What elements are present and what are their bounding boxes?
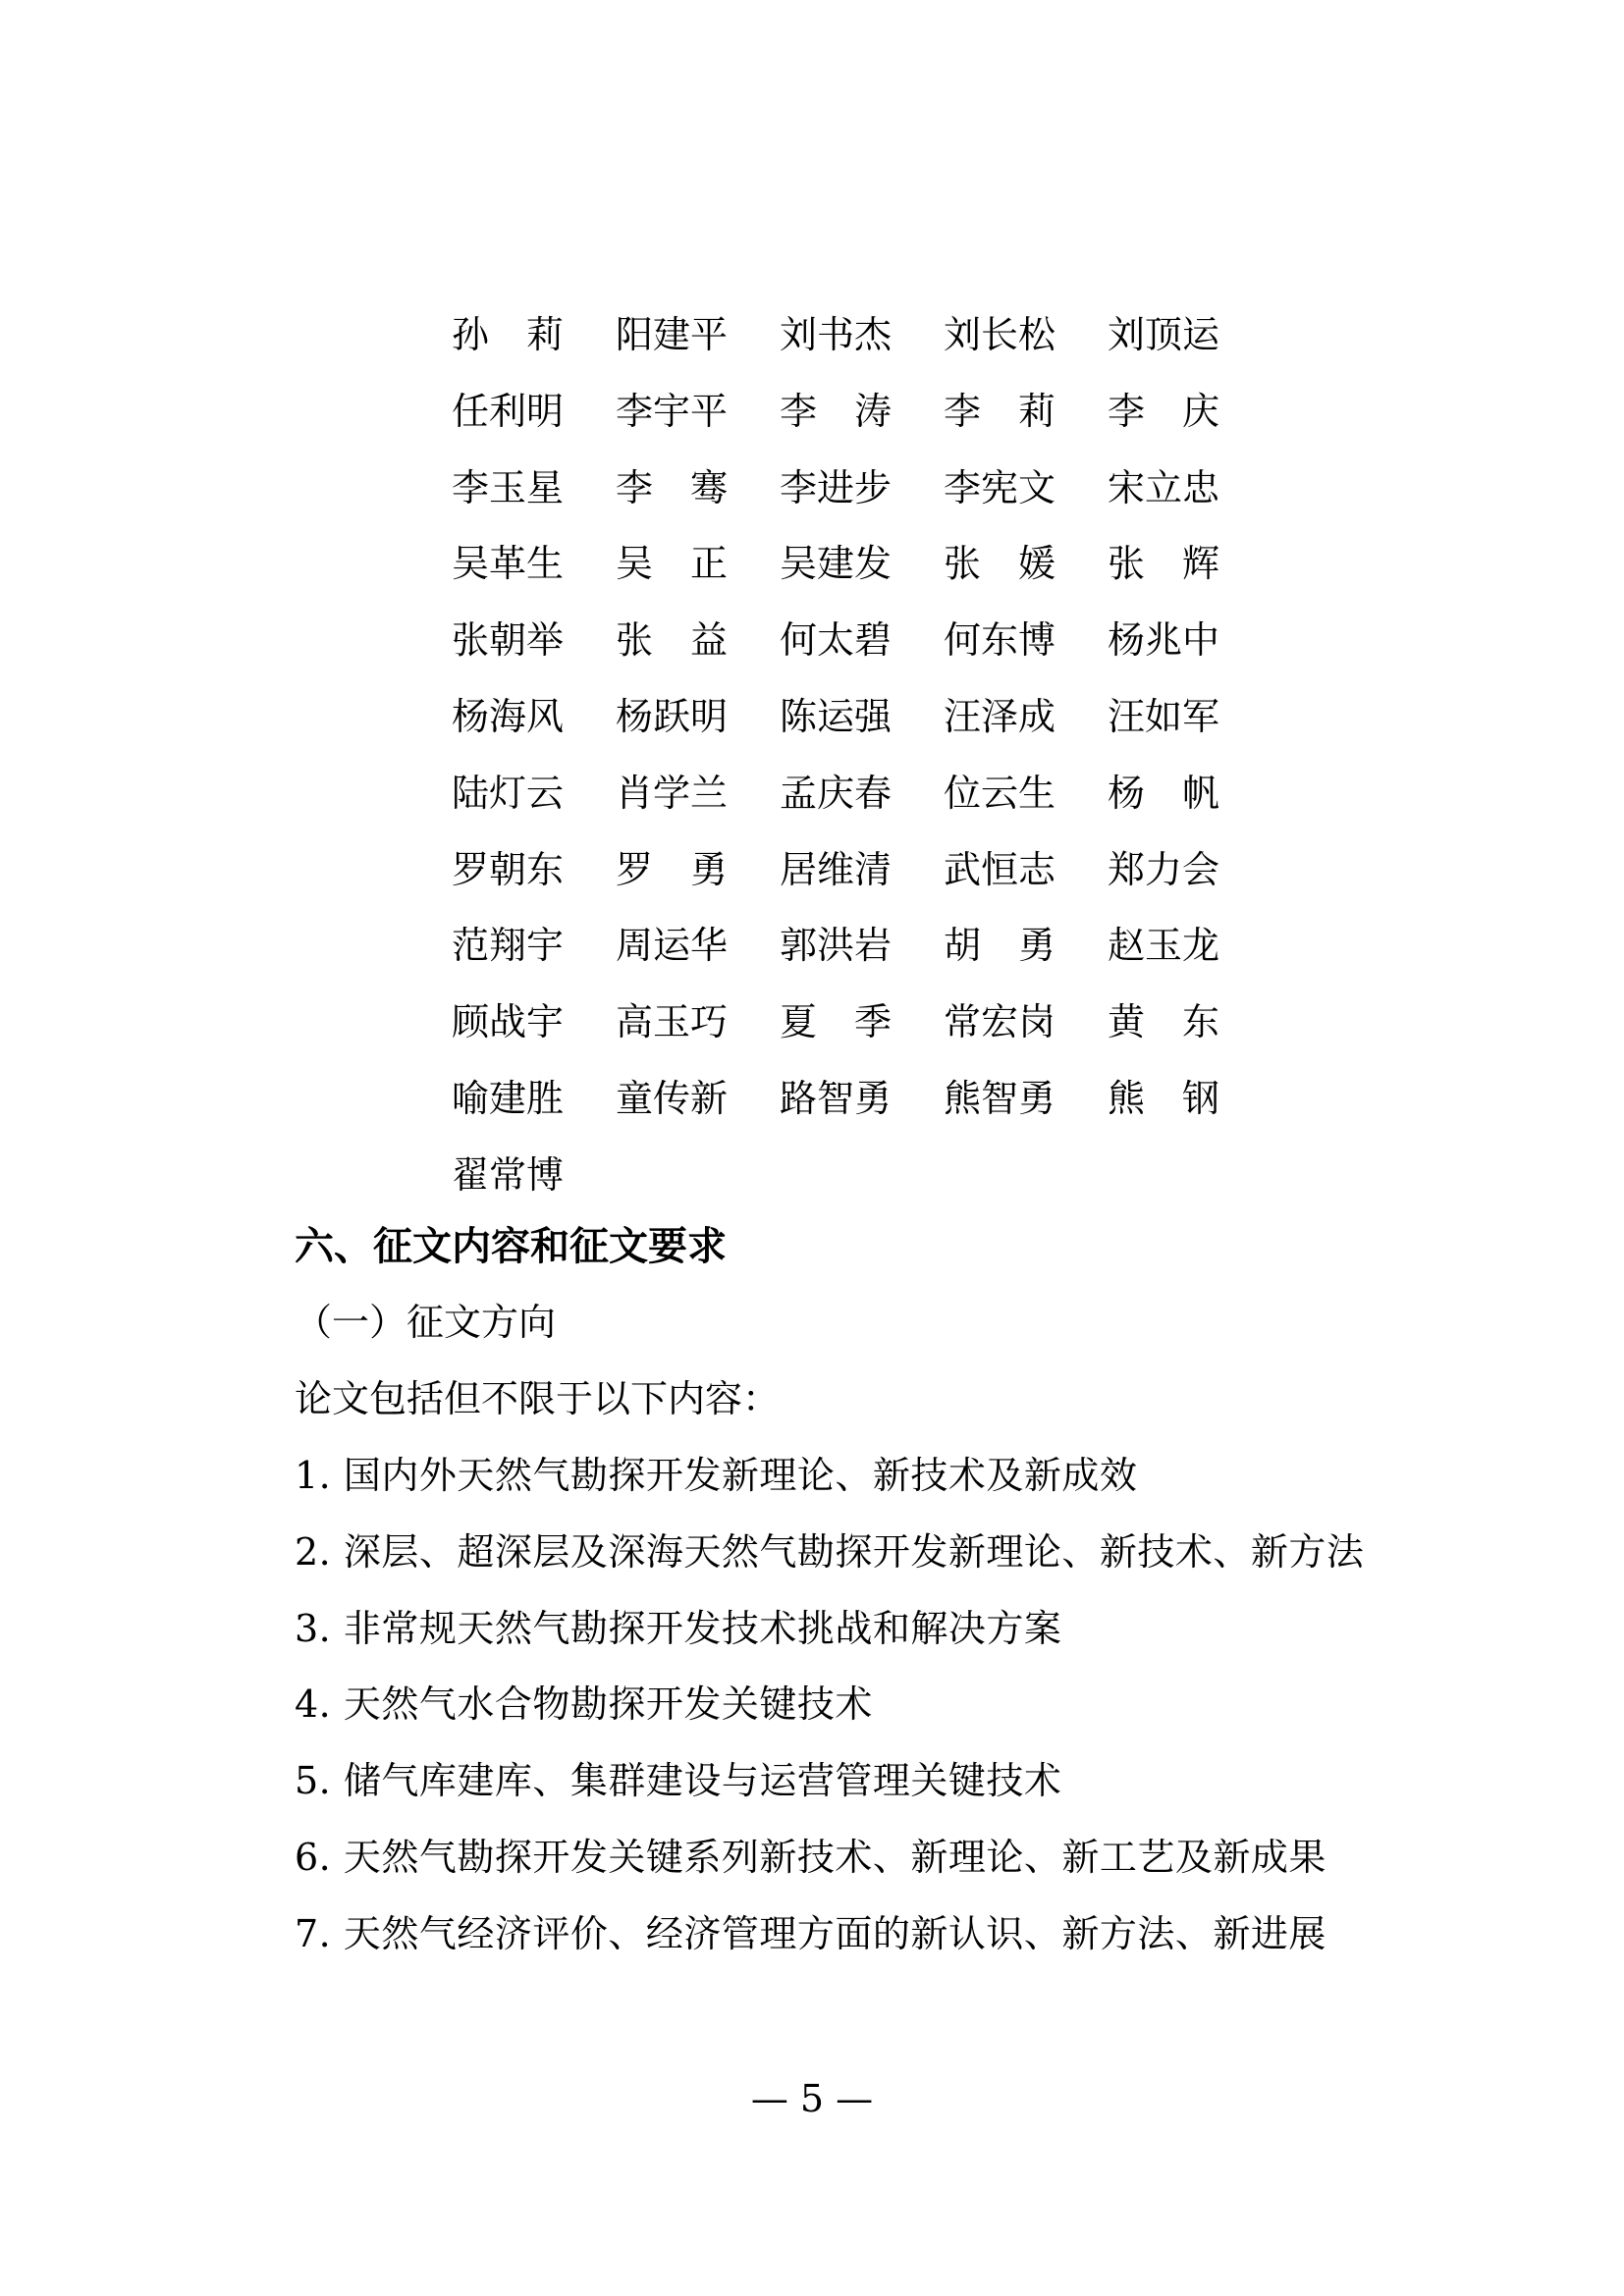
name-entry: 何太碧 — [780, 618, 893, 663]
name-entry: 杨跃明 — [616, 694, 729, 738]
topic-item: 2. 深层、超深层及深海天然气勘探开发新理论、新技术、新方法 — [295, 1529, 1365, 1574]
name-entry: 顾战宇 — [452, 1000, 565, 1044]
name-entry: 吴 正 — [616, 542, 729, 586]
name-entry: 刘顶运 — [1108, 313, 1220, 356]
topic-item: 6. 天然气勘探开发关键系列新技术、新理论、新工艺及新成果 — [295, 1835, 1326, 1879]
name-entry: 位云生 — [944, 771, 1056, 815]
name-entry: 赵玉龙 — [1108, 924, 1220, 968]
name-entry: 陈运强 — [780, 694, 893, 738]
page-number: — 5 — — [750, 2077, 874, 2120]
name-entry: 李 骞 — [616, 465, 729, 509]
name-entry: 李宇平 — [616, 389, 729, 433]
topic-item: 5. 储气库建库、集群建设与运营管理关键技术 — [295, 1759, 1062, 1803]
name-entry: 陆灯云 — [452, 771, 565, 815]
name-entry: 罗朝东 — [452, 847, 565, 891]
name-entry: 熊智勇 — [944, 1076, 1056, 1120]
name-entry: 喻建胜 — [452, 1076, 565, 1120]
topic-item: 3. 非常规天然气勘探开发技术挑战和解决方案 — [295, 1606, 1062, 1650]
subsection-heading: （一）征文方向 — [295, 1301, 557, 1344]
topic-item: 1. 国内外天然气勘探开发新理论、新技术及新成效 — [295, 1454, 1138, 1497]
name-entry: 居维清 — [780, 847, 893, 891]
name-entry: 刘长松 — [944, 313, 1056, 356]
name-entry: 范翔宇 — [452, 924, 565, 968]
name-entry: 肖学兰 — [616, 771, 729, 815]
name-entry: 高玉巧 — [616, 1000, 729, 1044]
name-entry: 吴革生 — [452, 542, 565, 586]
name-entry: 李 莉 — [944, 389, 1056, 433]
name-entry: 张 辉 — [1108, 542, 1220, 586]
name-entry: 宋立忠 — [1108, 465, 1220, 509]
name-entry: 武恒志 — [944, 847, 1056, 891]
name-entry: 汪泽成 — [944, 694, 1056, 738]
name-entry: 何东博 — [944, 618, 1056, 663]
topic-item: 7. 天然气经济评价、经济管理方面的新认识、新方法、新进展 — [295, 1911, 1326, 1955]
name-entry: 刘书杰 — [780, 313, 893, 356]
name-entry: 郭洪岩 — [780, 924, 893, 968]
name-entry: 熊 钢 — [1108, 1076, 1220, 1120]
name-entry: 路智勇 — [780, 1076, 893, 1120]
name-entry: 周运华 — [616, 924, 729, 968]
name-entry: 翟常博 — [452, 1152, 565, 1197]
topic-list — [295, 1443, 1434, 1978]
intro-paragraph: 论文包括但不限于以下内容： — [295, 1377, 781, 1420]
name-entry: 阳建平 — [616, 313, 729, 356]
name-entry: 郑力会 — [1108, 847, 1220, 891]
name-entry: 汪如军 — [1108, 694, 1220, 738]
name-entry: 杨 帆 — [1108, 771, 1220, 815]
committee-name-list — [452, 302, 1257, 1219]
name-entry: 李宪文 — [944, 465, 1056, 509]
name-entry: 张朝举 — [452, 618, 565, 663]
name-entry: 李 庆 — [1108, 389, 1220, 433]
name-entry: 杨海风 — [452, 694, 565, 738]
name-entry: 黄 东 — [1108, 1000, 1220, 1044]
name-entry: 常宏岗 — [944, 1000, 1056, 1044]
name-entry: 孟庆春 — [780, 771, 893, 815]
name-entry: 孙 莉 — [452, 313, 565, 356]
name-entry: 张 益 — [616, 618, 729, 663]
name-entry: 李 涛 — [780, 389, 893, 433]
section-heading: 六、征文内容和征文要求 — [295, 1224, 727, 1269]
name-entry: 罗 勇 — [616, 847, 729, 891]
name-entry: 吴建发 — [780, 542, 893, 586]
name-entry: 杨兆中 — [1108, 618, 1220, 663]
name-entry: 张 媛 — [944, 542, 1056, 586]
name-entry: 童传新 — [616, 1076, 729, 1120]
name-entry: 李玉星 — [452, 465, 565, 509]
name-entry: 夏 季 — [780, 1000, 893, 1044]
name-entry: 任利明 — [452, 389, 565, 433]
name-entry: 胡 勇 — [944, 924, 1056, 968]
topic-item: 4. 天然气水合物勘探开发关键技术 — [295, 1682, 873, 1727]
name-entry: 李进步 — [780, 465, 893, 509]
